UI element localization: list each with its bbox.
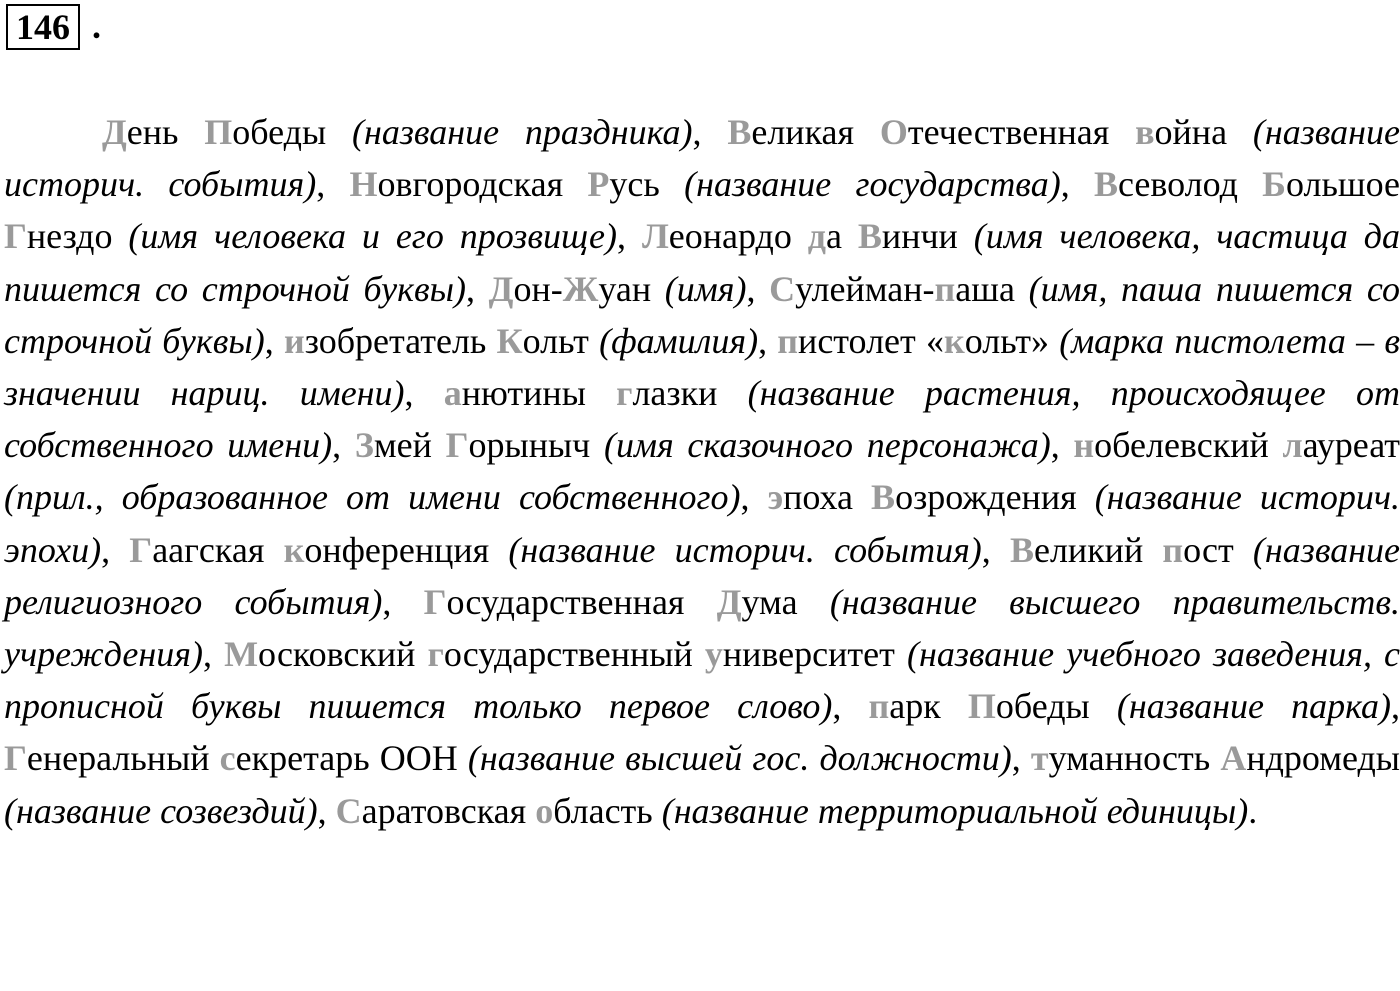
text-fragment: осударственный: [443, 634, 705, 675]
text-fragment: обеды: [995, 686, 1117, 727]
text-fragment: ень: [126, 112, 205, 152]
text-fragment: еликая: [751, 112, 880, 152]
highlighted-letter: О: [879, 112, 908, 152]
text-fragment: зобретатель: [304, 320, 497, 361]
highlighted-letter: Л: [641, 216, 669, 257]
text-fragment: ,: [382, 581, 424, 622]
text-fragment: улейман-: [795, 268, 935, 309]
highlighted-letter: п: [934, 268, 956, 309]
explanation-note: (название территориальной единицы): [661, 790, 1249, 831]
text-fragment: осударственная: [446, 581, 717, 622]
text-fragment: онференция: [304, 529, 509, 570]
explanation-note: (название историч. эпохи): [4, 477, 1400, 570]
highlighted-letter: п: [868, 686, 890, 727]
highlighted-letter: В: [727, 112, 752, 152]
text-fragment: аагская: [152, 529, 284, 570]
highlighted-letter: н: [1073, 425, 1095, 466]
text-fragment: бласть: [553, 790, 662, 831]
highlighted-letter: Г: [4, 216, 27, 257]
text-fragment: истолет «: [798, 320, 944, 361]
highlighted-letter: А: [1220, 738, 1247, 779]
text-fragment: овгородская: [377, 164, 588, 205]
highlighted-letter: С: [335, 790, 362, 831]
highlighted-letter: П: [967, 686, 996, 727]
explanation-note: (название историч. события): [4, 112, 1400, 205]
explanation-note: (имя): [664, 268, 747, 309]
text-fragment: усь: [609, 164, 685, 205]
text-fragment: лазки: [632, 373, 748, 414]
highlighted-letter: Д: [488, 268, 514, 309]
text-fragment: ,: [832, 686, 869, 727]
text-fragment: ,: [740, 477, 768, 518]
highlighted-letter: Г: [423, 581, 447, 622]
text-fragment: ,: [692, 112, 728, 152]
explanation-note: (название созвездий): [4, 790, 318, 831]
text-fragment: ,: [264, 320, 284, 361]
explanation-note: (название государства): [684, 164, 1061, 205]
highlighted-letter: с: [219, 738, 236, 779]
explanation-note: (имя, паша пишется со строчной буквы): [4, 268, 1400, 361]
text-fragment: ,: [101, 529, 130, 570]
exercise-text: [4, 106, 1400, 837]
text-fragment: уманность: [1048, 738, 1221, 779]
explanation-note: (название религиозного события): [4, 529, 1400, 622]
highlighted-letter: В: [857, 216, 882, 257]
highlighted-letter: В: [1093, 164, 1118, 205]
text-fragment: обеды: [232, 112, 352, 152]
text-fragment: аратовская: [361, 790, 536, 831]
explanation-note: (прил., образованное от имени собственного): [4, 477, 741, 518]
text-fragment: аша: [955, 268, 1029, 309]
text-fragment: ,: [316, 164, 350, 205]
text-fragment: екретарь ООН: [235, 738, 468, 779]
highlighted-letter: В: [871, 477, 896, 518]
text-fragment: а: [826, 216, 858, 257]
text-fragment: ,: [404, 373, 444, 414]
highlighted-letter: Р: [587, 164, 610, 205]
explanation-note: (имя человека, частица да пишется со строчной буквы): [4, 216, 1400, 309]
highlighted-letter: Н: [349, 164, 378, 205]
text-fragment: он-: [513, 268, 563, 309]
text-fragment: еонардо: [668, 216, 808, 257]
text-fragment: ндромеды: [1246, 738, 1400, 779]
highlighted-letter: в: [1135, 112, 1155, 152]
text-fragment: ,: [758, 320, 778, 361]
text-fragment: ольшое: [1285, 164, 1400, 205]
text-fragment: севолод: [1117, 164, 1263, 205]
explanation-note: (название историч. события): [508, 529, 982, 570]
text-fragment: ,: [1060, 164, 1094, 205]
highlighted-letter: о: [535, 790, 554, 831]
text-fragment: ауреат: [1302, 425, 1400, 466]
highlighted-letter: Г: [4, 738, 27, 779]
text-fragment: инчи: [881, 216, 974, 257]
text-fragment: нездо: [26, 216, 129, 257]
highlighted-letter: г: [616, 373, 633, 414]
highlighted-letter: Ж: [562, 268, 599, 309]
highlighted-letter: Д: [716, 581, 742, 622]
highlighted-letter: С: [769, 268, 796, 309]
text-fragment: мей: [373, 425, 446, 466]
highlighted-letter: Д: [102, 112, 127, 152]
highlighted-letter: к: [283, 529, 305, 570]
highlighted-letter: п: [777, 320, 799, 361]
highlighted-letter: П: [204, 112, 233, 152]
explanation-note: (фамилия): [599, 320, 759, 361]
text-fragment: ост: [1183, 529, 1253, 570]
highlighted-letter: д: [807, 216, 826, 257]
highlighted-letter: М: [224, 634, 259, 675]
text-fragment: ниверситет: [722, 634, 907, 675]
exercise-number-dot: .: [92, 6, 101, 46]
text-fragment: ,: [332, 425, 355, 466]
explanation-note: (название учебного заведения, с прописной буквы пишется только первое слово): [4, 634, 1400, 727]
highlighted-letter: Г: [129, 529, 153, 570]
highlighted-letter: а: [443, 373, 462, 414]
text-fragment: ,: [617, 216, 642, 257]
explanation-note: (название высшего правительств. учреждения): [4, 581, 1400, 675]
text-fragment: обелевский: [1094, 425, 1283, 466]
exercise-number: 146: [6, 4, 80, 50]
text-fragment: ойна: [1154, 112, 1253, 152]
explanation-note: (имя человека и его прозвище): [128, 216, 618, 257]
text-fragment: ольт»: [964, 320, 1060, 361]
highlighted-letter: э: [767, 477, 784, 518]
text-fragment: ,: [466, 268, 489, 309]
explanation-note: (марка пистолета – в значении нариц. имени): [4, 320, 1400, 414]
text-fragment: ,: [1050, 425, 1074, 466]
text-fragment: озрождения: [895, 477, 1095, 518]
text-fragment: уан: [598, 268, 665, 309]
highlighted-letter: у: [704, 634, 723, 675]
highlighted-letter: З: [354, 425, 374, 466]
highlighted-letter: т: [1030, 738, 1049, 779]
text-fragment: ,: [1391, 686, 1400, 727]
highlighted-letter: К: [496, 320, 523, 361]
highlighted-letter: л: [1282, 425, 1303, 466]
highlighted-letter: п: [1162, 529, 1184, 570]
explanation-note: (название парка): [1116, 686, 1392, 727]
text-fragment: течественная: [907, 112, 1136, 152]
highlighted-letter: Б: [1262, 164, 1286, 205]
text-fragment: нютины: [461, 373, 617, 414]
explanation-note: (название праздника): [351, 112, 693, 152]
highlighted-letter: к: [943, 320, 965, 361]
text-fragment: ума: [741, 581, 830, 622]
explanation-note: (название высшей гос. должности): [467, 738, 1012, 779]
text-fragment: поха: [783, 477, 872, 518]
highlighted-letter: и: [283, 320, 305, 361]
text-fragment: ,: [317, 790, 336, 831]
text-fragment: ,: [746, 268, 770, 309]
text-fragment: орыныч: [468, 425, 604, 466]
highlighted-letter: г: [427, 634, 444, 675]
text-fragment: ,: [981, 529, 1010, 570]
text-fragment: енеральный: [26, 738, 220, 779]
text-fragment: .: [1248, 790, 1258, 831]
text-fragment: арк: [889, 686, 968, 727]
text-fragment: ,: [1011, 738, 1031, 779]
text-fragment: ольт: [522, 320, 600, 361]
highlighted-letter: В: [1009, 529, 1034, 570]
text-fragment: еликий: [1033, 529, 1163, 570]
highlighted-letter: Г: [445, 425, 469, 466]
text-fragment: осковский: [258, 634, 428, 675]
explanation-note: (название растения, происходящее от собственного имени): [4, 373, 1400, 466]
text-fragment: ,: [202, 634, 225, 675]
explanation-note: (имя сказочного персонажа): [603, 425, 1051, 466]
